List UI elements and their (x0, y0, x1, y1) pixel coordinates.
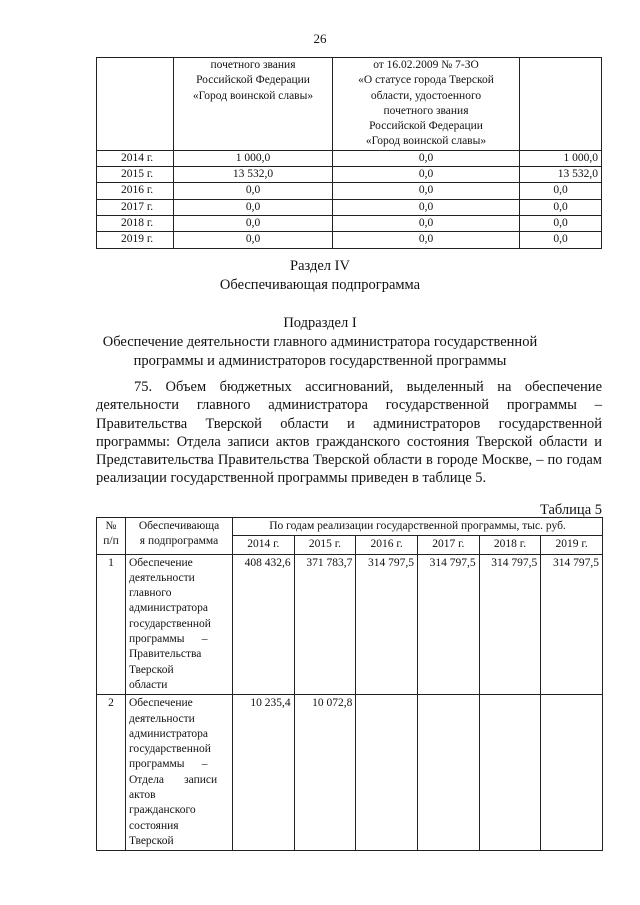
table-row (97, 150, 602, 166)
value-cell: 13 532,0 (520, 167, 602, 183)
table-row (97, 167, 602, 183)
subprogram-name (126, 554, 233, 695)
cell-line: области, удостоенного (370, 89, 482, 102)
cell-line: Российской Федерации (196, 74, 310, 87)
value-cell: 0,0 (174, 215, 333, 231)
year-cell: 2014 г. (97, 150, 174, 166)
value-cell: 0,0 (520, 183, 602, 199)
year-cell: 2017 г. (97, 199, 174, 215)
table-header-row (97, 518, 603, 536)
value-cell: 0,0 (174, 232, 333, 248)
cell-line: деятельности (129, 571, 195, 584)
top-table (96, 57, 602, 249)
header-cell-col3 (333, 58, 520, 151)
header-cell-num (97, 518, 126, 555)
header-cell-year: 2014 г. (233, 536, 295, 554)
value-cell: 0,0 (333, 183, 520, 199)
table-5 (96, 517, 603, 851)
value-cell: 314 797,5 (356, 554, 418, 695)
cell-line: почетного звания (383, 104, 469, 117)
value-cell: 0,0 (520, 199, 602, 215)
value-cell: 314 797,5 (541, 554, 603, 695)
cell-line: Обеспечение (129, 556, 193, 569)
cell-line: п/п (103, 535, 119, 548)
subsection-title: Подраздел I (283, 315, 357, 331)
value-cell: 0,0 (174, 199, 333, 215)
cell-line: актов (129, 789, 156, 802)
cell-line: Обеспечивающа (138, 520, 220, 532)
cell-line: № (105, 520, 117, 532)
value-cell: 10 072,8 (294, 695, 356, 851)
header-cell-year (97, 58, 174, 151)
table-caption: Таблица 5 (539, 502, 602, 518)
section-subtitle: Обеспечивающая подпрограмма (219, 277, 421, 293)
cell-line: гражданского (129, 804, 196, 817)
value-cell: 371 783,7 (294, 554, 356, 695)
cell-line: администратора (129, 602, 209, 615)
value-cell: 0,0 (174, 183, 333, 199)
value-cell: 0,0 (333, 150, 520, 166)
cell-line: государственной (129, 617, 211, 630)
value-cell: 0,0 (333, 167, 520, 183)
header-cell-year: 2015 г. (294, 536, 356, 554)
year-cell: 2019 г. (97, 232, 174, 248)
subsection-line-1: Обеспечение деятельности главного администратора государственной (102, 334, 538, 350)
year-cell: 2018 г. (97, 215, 174, 231)
cell-line: программы – (129, 758, 208, 771)
cell-line: почетного звания (210, 59, 296, 71)
table-row (97, 215, 602, 231)
header-cell-year: 2016 г. (356, 536, 418, 554)
cell-line: государственной (129, 743, 211, 756)
value-cell: 0,0 (333, 215, 520, 231)
row-number: 1 (97, 554, 126, 695)
table-row (97, 199, 602, 215)
cell-line: «Город воинской славы» (365, 135, 487, 148)
cell-line: программы – (129, 633, 208, 646)
paragraph-text: 75. Объем бюджетных ассигнований, выделенный на обеспечение деятельности главного администратора государственной программы – Правительства Тверской области и администраторов государственной программы: Отдела записи актов гражданского состояния Тверской области и Представительства Правительства Тверской области в городе Москве, – по годам реализации государственной программы приведен в таблице 5. (96, 379, 602, 487)
value-cell: 1 000,0 (174, 150, 333, 166)
cell-line: Правительства (129, 648, 202, 661)
section-title: Раздел IV (290, 258, 350, 274)
value-cell: 10 235,4 (233, 695, 295, 851)
value-cell: 0,0 (333, 232, 520, 248)
cell-line: «О статусе города Тверской (358, 74, 494, 87)
table-row (97, 183, 602, 199)
table-row (97, 695, 603, 851)
subprogram-name (126, 695, 233, 851)
value-cell: 314 797,5 (417, 554, 479, 695)
year-cell: 2016 г. (97, 183, 174, 199)
cell-line: Тверской (129, 663, 174, 676)
value-cell (541, 695, 603, 851)
year-cell: 2015 г. (97, 167, 174, 183)
cell-line: области (129, 678, 168, 691)
header-cell-col4 (520, 58, 602, 151)
cell-line: я подпрограмма (139, 535, 219, 548)
value-cell: 1 000,0 (520, 150, 602, 166)
header-cell-year: 2019 г. (541, 536, 603, 554)
value-cell: 0,0 (520, 232, 602, 248)
header-cell-subprogram (126, 518, 233, 555)
subsection-line-2: программы и администраторов государственной программы (133, 353, 507, 369)
cell-line: состояния (129, 819, 179, 832)
value-cell: 408 432,6 (233, 554, 295, 695)
cell-line: «Город воинской славы» (192, 89, 314, 102)
cell-line: деятельности (129, 712, 195, 725)
table-header-row (97, 58, 602, 151)
cell-line: Тверской (129, 834, 174, 847)
value-cell (479, 695, 541, 851)
table-row (97, 232, 602, 248)
value-cell (356, 695, 418, 851)
header-cell-year: 2017 г. (417, 536, 479, 554)
body-paragraph (96, 378, 602, 488)
cell-line: от 16.02.2009 № 7-ЗО (373, 59, 479, 71)
cell-line: Отдела записи (129, 773, 218, 786)
cell-line: администратора (129, 727, 209, 740)
table-row (97, 554, 603, 695)
header-cell-year: 2018 г. (479, 536, 541, 554)
cell-line: Российской Федерации (369, 120, 483, 133)
header-cell-years-title: По годам реализации государственной программы, тыс. руб. (233, 518, 603, 536)
value-cell: 13 532,0 (174, 167, 333, 183)
header-cell-col2 (174, 58, 333, 151)
cell-line: Обеспечение (129, 697, 193, 710)
page-number: 26 (313, 31, 327, 46)
cell-line: главного (129, 587, 172, 600)
value-cell: 0,0 (520, 215, 602, 231)
value-cell: 0,0 (333, 199, 520, 215)
row-number: 2 (97, 695, 126, 851)
value-cell: 314 797,5 (479, 554, 541, 695)
value-cell (417, 695, 479, 851)
